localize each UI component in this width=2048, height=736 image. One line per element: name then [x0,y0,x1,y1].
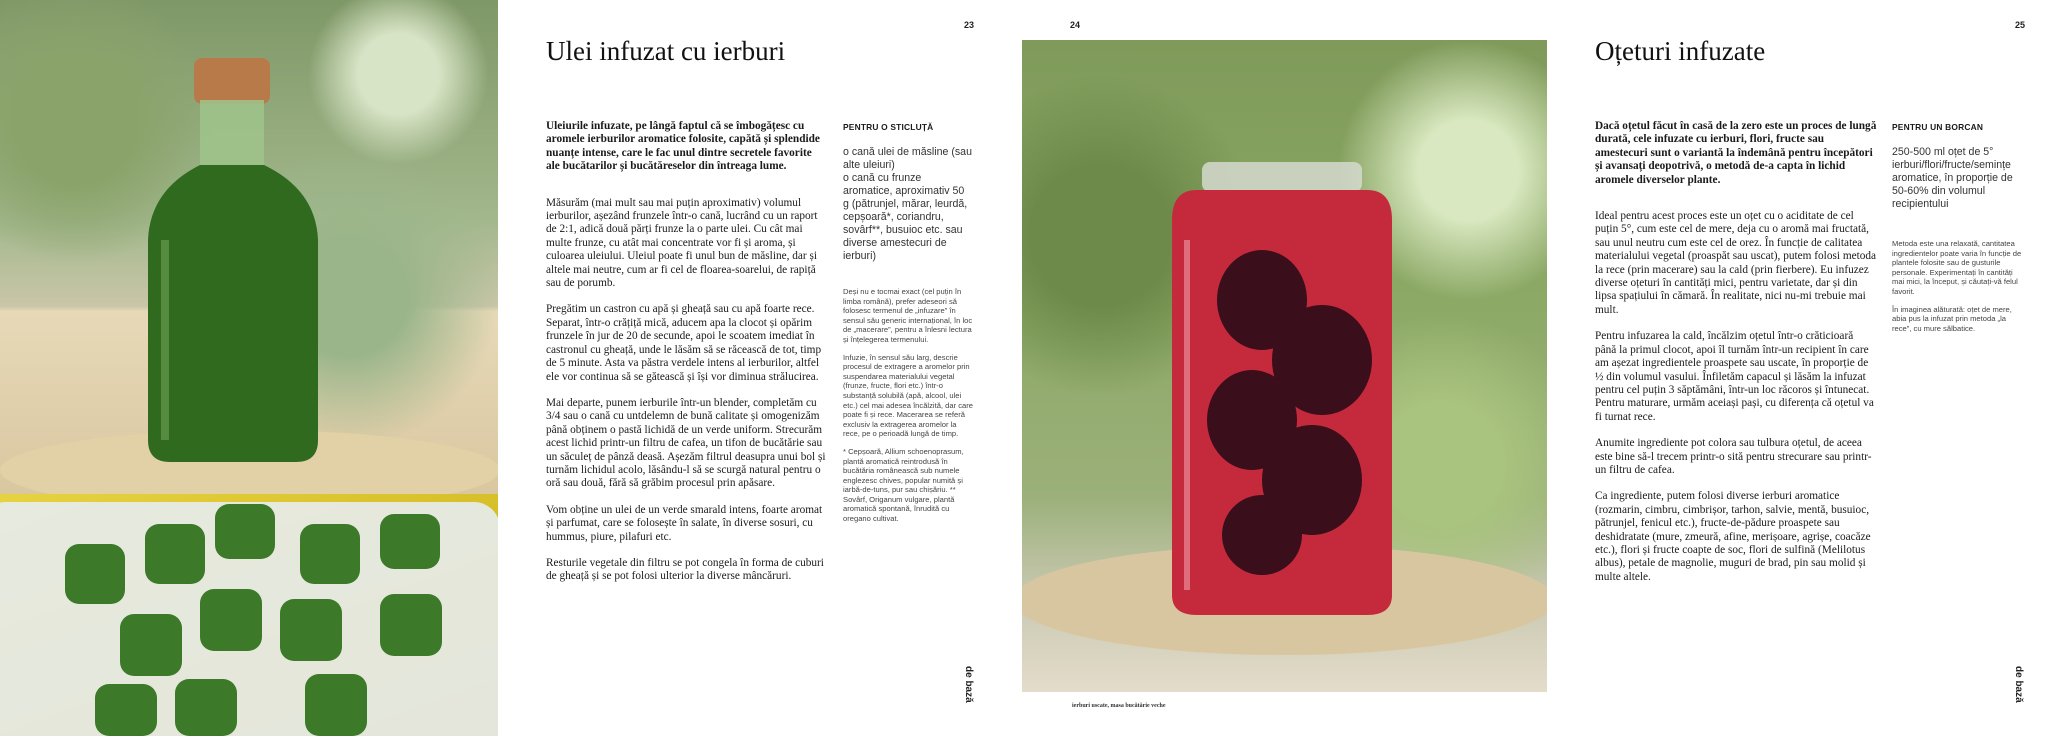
vinegar-body [1595,210,1877,584]
oil-note-3: * Cepșoară, Allium schoenoprasum, plantă aromatică reintrodusă în bucătăria românească sub numele englezesc chives, popular numită și iarbă-de-tuns, pur sau chișăriu. ** Sovârf, Origanum vulgare, plantă aromatică spontană, înrudită cu oregano cultivat. [843,446,964,524]
page-number-24: 24 [1070,20,1081,30]
page-number-25: 25 [2015,20,2026,30]
oil-paragraph-5: Resturile vegetale din filtru se pot congela în forma de cuburi de gheață și se pot folosi ulterior la diverse mâncăruri. [546,556,824,583]
oil-note-2: Infuzie, în sensul său larg, descrie procesul de extragere a aromelor prin suspendarea materialului vegetal (frunze, fructe, flori etc.) într-o substanță solubilă (apă, alcool, ulei etc.) cel mai adesea încălzită, dar care poate fi și rece. Macerarea se referă exclusiv la extragerea aromelor la rece, pe o perioadă lungă de timp. [843,352,973,439]
vinegar-notes [1892,239,2022,333]
oil-paragraph-1: Măsurăm (mai mult sau mai puțin aproximativ) volumul ierburilor, așezând frunzele într-o cană, lucrând cu un raport de 2:1, adică două părți frunze la o parte ulei. Cu cât mai multe frunze, cu atât mai concentrate vor fi și aroma, și culoarea uleiului. Uleiul poate fi unul bun de măsline, dar și altele mai neutre, cum ar fi cel de floarea-soarelui, de rapiță sau de porumb. [546,196,818,290]
vinegar-ingredient-1: 250-500 ml oțet de 5° ierburi/flori/fructe/semințe aromatice, în proporție de 50-60% din volumul recipientului [1892,146,2013,210]
oil-ingredient-2: o cană cu frunze aromatice, aproximativ 50 g (pătrunjel, mărar, leurdă, cepșoară*, coriandru, sovârf**, busuioc etc. sau diverse amestecuri de ierburi) [843,172,968,262]
vinegar-side-heading: PENTRU UN BORCAN [1892,122,1984,132]
vinegar-note-1: Metoda este una relaxată, cantitatea ingredientelor poate varia în funcție de plantele folosite sau de gusturile personale. Experimentați în cantități mai mici, la început, și căutați-vă felul favorit. [1892,239,2022,296]
vinegar-note-2: În imaginea alăturată: oțet de mere, abia pus la infuzat prin metoda „la rece”, cu mure sălbatice. [1892,304,2012,333]
section-tab-right: de bază [2013,666,2024,703]
oil-paragraph-3: Mai departe, punem ierburile într-un blender, completăm cu 3/4 sau o cană cu untdelemn de bună calitate și omogenizăm până obținem o pastă lichidă de un verde uniform. Strecurăm acest lichid printr-un filtru de cafea, un tifon de bucătărie sau un săculeț de pânză deasă. Așezăm filtrul deasupra unui bol și turnăm lichidul acolo, lăsându-l să se scurgă natural pentru o oră sau două, fără să grăbim procesul prin apăsare. [546,396,826,490]
vinegar-article [1595,120,1877,597]
oil-sidebar [843,122,973,532]
photo-vinegar-jar [1022,40,1547,692]
oil-ingredient-1: o cană ulei de măsline (sau alte uleiuri) [843,146,972,171]
vinegar-paragraph-1: Ideal pentru acest proces este un oțet cu o aciditate de cel puțin 5°, cum este cel de mere, deja cu o aromă mai fructată, sau unul neutru cum este cel de orez. În funcție de calitatea materialului vegetal (proaspăt sau uscat), putem folosi metoda la rece (prin macerare) sau la cald (prin fierbere). Eu infuzez diverse oțeturi în cantități mici, pentru varietate, dar și din lipsa spațiului în cămară. În realitate, nici nu-mi trebuie mai mult. [1595,210,1877,316]
page-title-oil: Ulei infuzat cu ierburi [546,36,786,66]
oil-side-heading: PENTRU O STICLUȚĂ [843,122,934,132]
vinegar-sidebar [1892,122,2022,341]
jar-illustration [1022,40,1547,692]
photo-caption: ierburi uscate, masa bucătărie veche [1072,703,1166,709]
bottle-cork [194,58,270,104]
oil-note-1: Deși nu e tocmai exact (cel puțin în limba română), prefer adeseori să folosesc termenul de „infuzare” în sensul său generic internațional, în loc de „macerare”, pentru a înlesni lectura și înțelegerea termenului. [843,287,973,344]
oil-paragraph-4: Vom obține un ulei de un verde smarald intens, foarte aromat și parfumat, care se folosește în salate, în diverse sosuri, cu hummus, piure, pilafuri etc. [546,503,823,543]
oil-paragraph-2: Pregătim un castron cu apă și gheață sau cu apă foarte rece. Separat, într-o crățiță mică, aducem apa la clocot și opărim frunzele în jur de 20 de secunde, apoi le scoatem imediat în castronul cu gheață, unde le lăsăm să se răcească de tot, timp de 5 minute. Asta va păstra verdele intens al ierburilor, altfel ele vor continua să se gătească și își vor diminua strălucirea. [546,303,822,383]
vinegar-lead: Dacă oțetul făcut în casă de la zero este un proces de lungă durată, cele infuzate cu ierburi, flori, fructe sau amestecuri sunt o variantă la îndemână pentru începători și avansați deopotrivă, o metodă de-a capta în lichid aromele diverselor plante. [1595,120,1877,186]
vinegar-paragraph-2: Pentru infuzarea la cald, încălzim oțetul într-o crăticioară până la primul clocot, apoi îl turnăm într-un recipient în care am așezat ingredientele proaspete sau uscate, în proporție de ½ din volumul vasului. Înfiletăm capacul și lăsăm la infuzat pentru cel puțin 3 săptămâni, într-un loc răcoros și întunecat. Pentru maturare, urmăm aceiași pași, cu diferența că oțetul va fi turnat rece. [1595,330,1874,423]
section-tab-left: de bază [963,666,974,703]
oil-notes [843,287,973,524]
jar-rim [1202,162,1362,192]
vinegar-paragraph-4: Ca ingrediente, putem folosi diverse ierburi aromatice (rozmarin, cimbru, cimbrișor, tarhon, salvie, mentă, busuioc, pătrunjel, fenicul etc.), fructe-de-pădure proaspete sau deshidratate (mure, zmeură, afine, merișoare, agrișe, coacăze etc.), flori și fructe coapte de soc, flori de sulfină (Melilotus albus), petale de magnolie, muguri de brad, pin sau molid și multe altele. [1595,490,1871,583]
page-title-vinegar: Oțeturi infuzate [1595,36,1766,66]
bottle-body [148,165,318,462]
oil-article [546,120,828,597]
photo-frozen-herb-cubes [0,494,498,736]
cubes-illustration [0,494,498,736]
vinegar-paragraph-3: Anumite ingrediente pot colora sau tulbura oțetul, de aceea este bine să-l trecem printr-o sită pentru strecurare sau printr-un filtru de cafea. [1595,437,1872,476]
oil-body [546,197,828,584]
photo-green-oil-bottle [0,0,498,494]
oil-lead: Uleiurile infuzate, pe lângă faptul că se îmbogățesc cu aromele ierburilor aromatice folosite, capătă și splendide nuanțe intense, care le fac unul dintre secretele favorite ale bucătarilor și bucătăreselor din întreaga lume. [546,120,820,173]
bottle-illustration [0,0,498,494]
bottle-neck [200,100,264,170]
page-number-23: 23 [964,20,975,30]
